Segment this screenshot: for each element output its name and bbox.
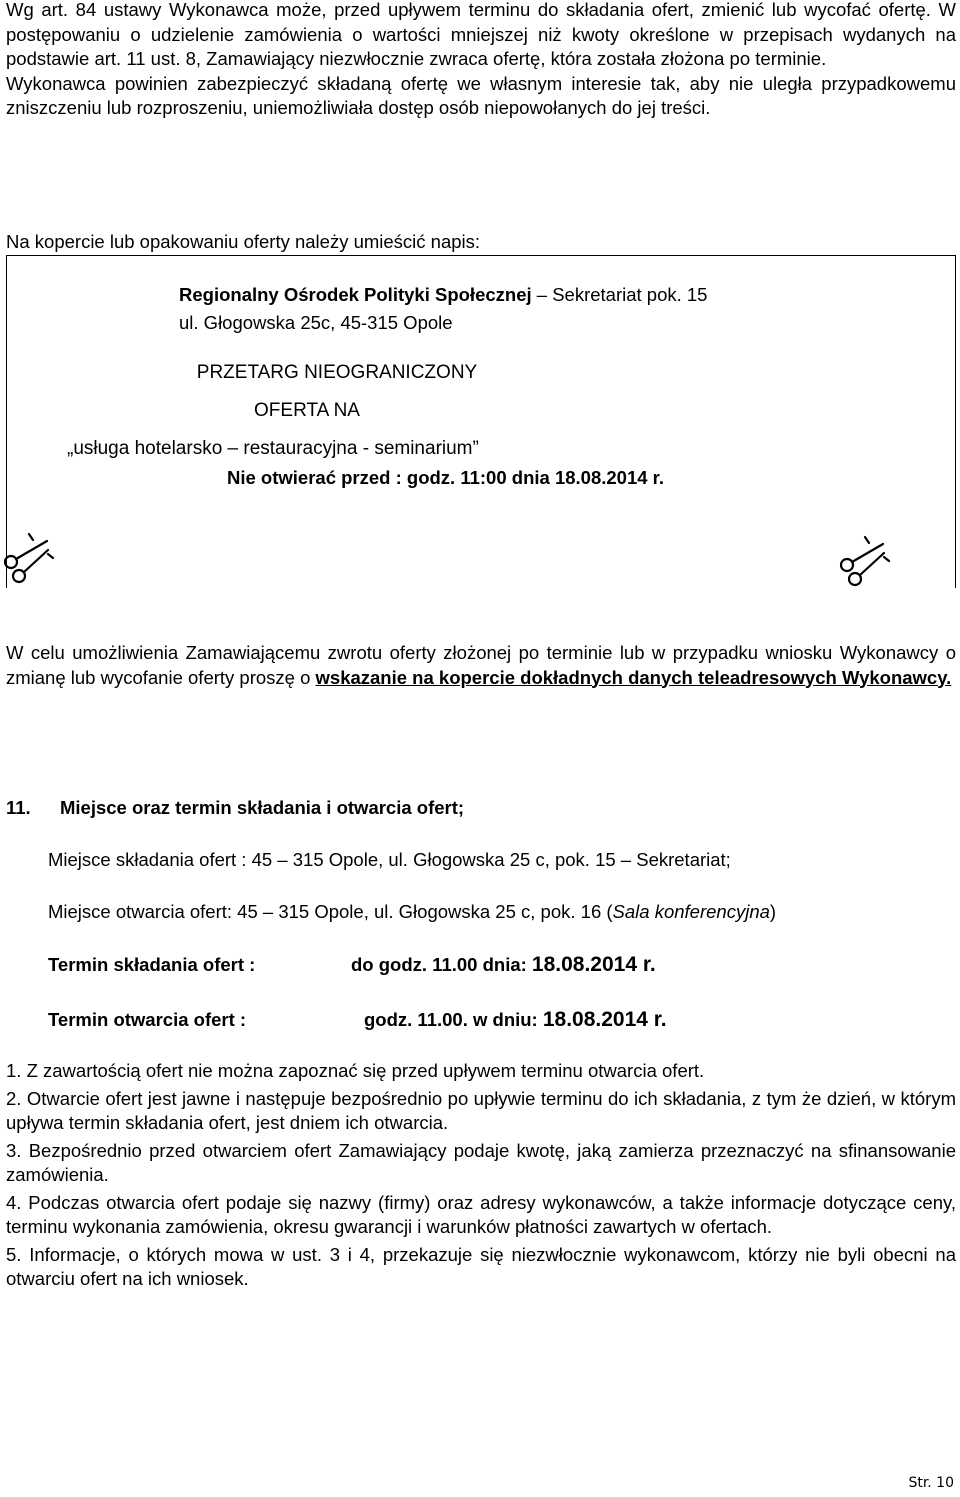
intro-text xyxy=(6,0,956,121)
place-opening xyxy=(48,900,776,924)
org-name: Regionalny Ośrodek Polityki Społecznej xyxy=(179,284,532,305)
list-item: 1. Z zawartością ofert nie można zapoznać się przed upływem terminu otwarcia ofert. xyxy=(6,1060,705,1081)
term-submission-date: 18.08.2014 r. xyxy=(531,953,656,976)
section-title: Miejsce oraz termin składania i otwarcia ofert; xyxy=(60,797,465,818)
term-submission-label: Termin składania ofert : xyxy=(48,954,256,975)
list-item: 4. Podczas otwarcia ofert podaje się nazwy (firmy) oraz adresy wykonawców, a także informacje dotyczące ceny, terminu wykonania zamówienia, okresu gwarancji i warunków płatności zawartych w ofertach. xyxy=(6,1191,956,1237)
section-number: 11. xyxy=(6,797,31,818)
offer-for: OFERTA NA xyxy=(254,400,360,421)
do-not-open-notice: Nie otwierać przed : godz. 11:00 dnia 18.08.2014 r. xyxy=(227,467,664,488)
list-item: 2. Otwarcie ofert jest jawne i następuje bezpośrednio po upływie terminu do ich składania, z tym że dzień, w którym upływa termin składania ofert, jest dniem ich otwarcia. xyxy=(6,1087,956,1133)
return-note-emphasis: wskazanie na kopercie dokładnych danych teleadresowych Wykonawcy. xyxy=(315,666,952,688)
term-opening-date: 18.08.2014 r. xyxy=(542,1008,667,1031)
secretariat: – Sekretariat pok. 15 xyxy=(531,284,708,305)
rules-list xyxy=(6,1059,956,1295)
scissors-icon xyxy=(836,535,892,591)
scissors-icon xyxy=(0,532,56,588)
term-submission-value: do godz. 11.00 dnia: 18.08.2014 r. xyxy=(351,953,656,976)
procedure-title: PRZETARG NIEOGRANICZONY xyxy=(196,362,478,383)
place-opening-suffix: ) xyxy=(769,901,777,922)
return-note xyxy=(6,641,956,690)
term-opening-value: godz. 11.00. w dniu: 18.08.2014 r. xyxy=(364,1008,667,1031)
envelope-box xyxy=(6,255,956,588)
return-note-text: W celu umożliwienia Zamawiającemu zwrotu oferty złożonej po terminie lub w przypadku wniosku Wykonawcy o zmianę lub wycofanie oferty proszę o xyxy=(6,642,956,688)
envelope-address: ul. Głogowska 25c, 45-315 Opole xyxy=(179,312,453,333)
envelope-label: Na kopercie lub opakowaniu oferty należy umieścić napis: xyxy=(6,231,481,252)
intro-paragraph-1: Wg art. 84 ustawy Wykonawca może, przed upływem terminu do składania ofert, zmienić lub wycofać ofertę. W postępowaniu o udzielenie zamówienia o wartości mniejszej niż kwoty określone w przepisach wydanych na podstawie art. 11 ust. 8, Zamawiający niezwłocznie zwraca ofertę, która została złożona po terminie. xyxy=(6,0,956,69)
service-name: „usługa hotelarsko – restauracyjna - seminarium” xyxy=(67,438,479,459)
term-opening-label: Termin otwarcia ofert : xyxy=(48,1009,247,1030)
place-opening-prefix: Miejsce otwarcia ofert: 45 – 315 Opole, ul. Głogowska 25 c, pok. 16 ( xyxy=(48,901,613,922)
section-11-heading xyxy=(6,796,464,821)
envelope-recipient xyxy=(179,282,819,308)
place-submission: Miejsce składania ofert : 45 – 315 Opole, ul. Głogowska 25 c, pok. 15 – Sekretariat; xyxy=(48,849,731,870)
page-number: Str. 10 xyxy=(908,1475,954,1491)
list-item: 3. Bezpośrednio przed otwarciem ofert Zamawiający podaje kwotę, jaką zamierza przeznaczyć na sfinansowanie zamówienia. xyxy=(6,1139,956,1185)
place-opening-room: Sala konferencyjna xyxy=(612,901,770,922)
list-item: 5. Informacje, o których mowa w ust. 3 i 4, przekazuje się niezwłocznie wykonawcom, którzy nie byli obecni na otwarciu ofert na ich wniosek. xyxy=(6,1243,956,1289)
intro-paragraph-2: Wykonawca powinien zabezpieczyć składaną ofertę we własnym interesie tak, aby nie uległa przypadkowemu zniszczeniu lub rozproszeniu, uniemożliwiała dostęp osób niepowołanych do jej treści. xyxy=(6,72,956,118)
